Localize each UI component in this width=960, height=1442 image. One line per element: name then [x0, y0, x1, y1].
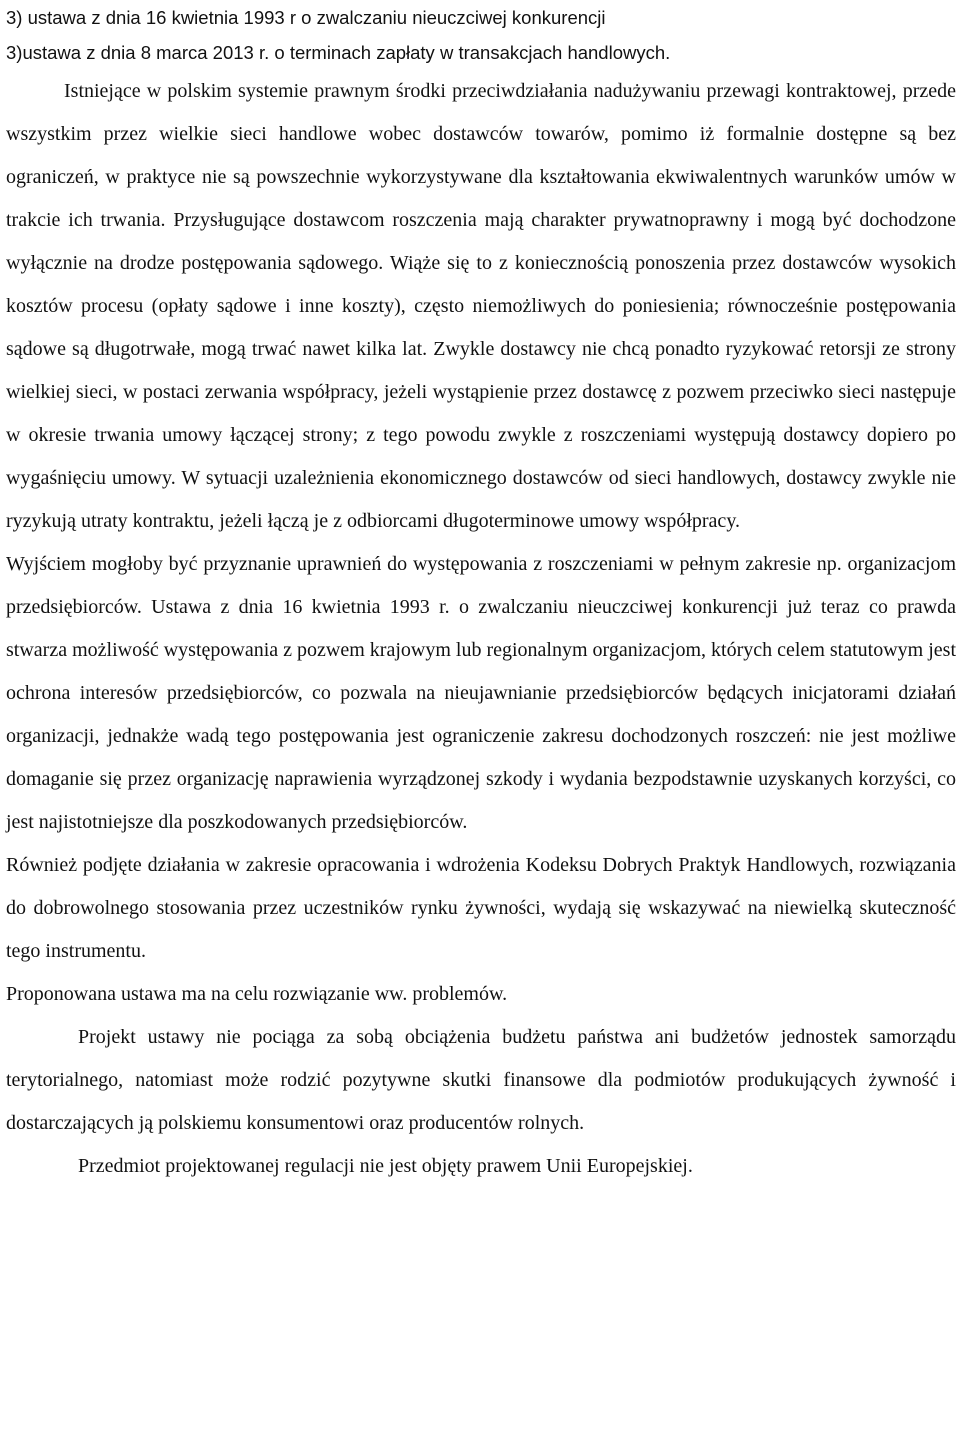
paragraph-3: Również podjęte działania w zakresie opracowania i wdrożenia Kodeksu Dobrych Praktyk Handlowych, rozwiązania do dobrowolnego stosowania przez uczestników rynku żywności, wydają się wskazywać na niewielką skuteczność tego instrumentu. [6, 854, 956, 962]
paragraph-1: Istniejące w polskim systemie prawnym środki przeciwdziałania nadużywaniu przewagi kontraktowej, przede wszystkim przez wielkie sieci handlowe wobec dostawców towarów, pomimo iż formalnie dostępne są bez ograniczeń, w praktyce nie są powszechnie wykorzystywane dla kształtowania ekwiwalentnych warunków umów w trakcie ich trwania. Przysługujące dostawcom roszczenia mają charakter prywatnoprawny i mogą być dochodzone wyłącznie na drodze postępowania sądowego. Wiąże się to z koniecznością ponoszenia przez dostawców wysokich kosztów procesu (opłaty sądowe i inne koszty), często niemożliwych do poniesienia; równocześnie postępowania sądowe są długotrwałe, mogą trwać nawet kilka lat. Zwykle dostawcy nie chcą ponadto ryzykować retorsji ze strony wielkiej sieci, w postaci zerwania współpracy, jeżeli wystąpienie przez dostawcę z pozwem przeciwko sieci następuje w okresie trwania umowy łączącej strony; z tego powodu zwykle z roszczeniami występują dostawcy dopiero po wygaśnięciu umowy. W sytuacji uzależnienia ekonomicznego dostawców od sieci handlowych, dostawcy zwykle nie ryzykują utraty kontraktu, jeżeli łączą je z odbiorcami długoterminowe umowy współpracy. [6, 80, 956, 532]
paragraph-2: Wyjściem mogłoby być przyznanie uprawnień do występowania z roszczeniami w pełnym zakresie np. organizacjom przedsiębiorców. Ustawa z dnia 16 kwietnia 1993 r. o zwalczaniu nieuczciwej konkurencji już teraz co prawda stwarza możliwość występowania z pozwem krajowym lub regionalnym organizacjom, których celem statutowym jest ochrona interesów przedsiębiorców, co pozwala na nieujawnianie przedsiębiorców będących inicjatorami działań organizacji, jednakże wadą tego postępowania jest ograniczenie zakresu dochodzonych roszczeń: nie jest możliwe domaganie się przez organizację naprawienia wyrządzonej szkody i wydania bezpodstawnie uzyskanych korzyści, co jest najistotniejsze dla poszkodowanych przedsiębiorców. [6, 553, 956, 833]
paragraph-4: Proponowana ustawa ma na celu rozwiązanie ww. problemów. [6, 983, 508, 1005]
header-line-2: 3)ustawa z dnia 8 marca 2013 r. o terminach zapłaty w transakcjach handlowych. [6, 42, 671, 63]
header-line-1: 3) ustawa z dnia 16 kwietnia 1993 r o zwalczaniu nieuczciwej konkurencji [6, 7, 606, 28]
document-page [6, 0, 956, 1188]
paragraph-5: Projekt ustawy nie pociąga za sobą obciążenia budżetu państwa ani budżetów jednostek samorządu terytorialnego, natomiast może rodzić pozytywne skutki finansowe dla podmiotów produkujących żywność i dostarczających ją polskiemu konsumentowi oraz producentów rolnych. [6, 1026, 956, 1134]
paragraph-6: Przedmiot projektowanej regulacji nie jest objęty prawem Unii Europejskiej. [78, 1155, 693, 1177]
